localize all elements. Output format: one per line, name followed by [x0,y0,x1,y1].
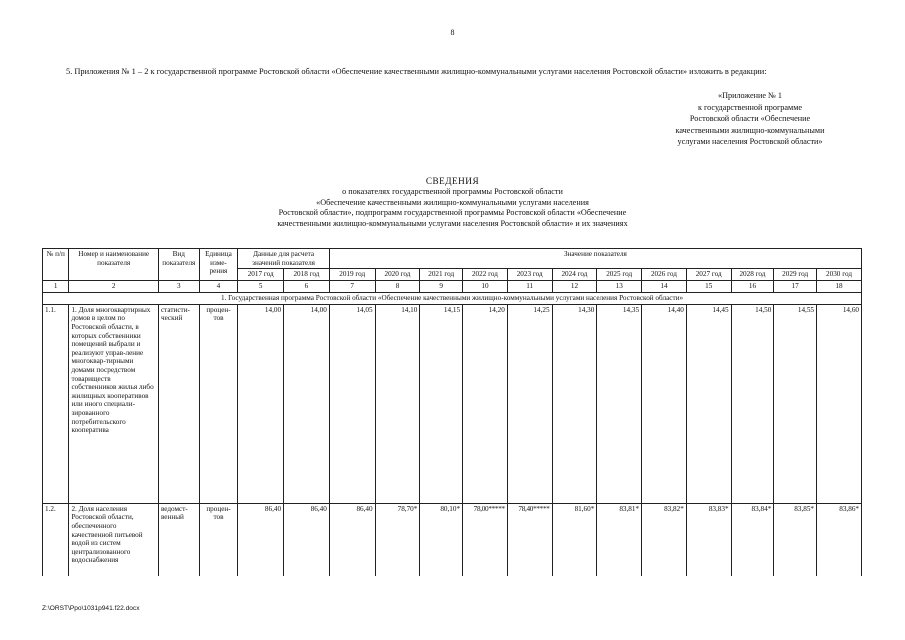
column-number: 5 [238,280,284,292]
header-num: № п/п [43,249,69,281]
row-value: 14,00 [238,304,284,503]
intro-paragraph-text: 5. Приложения № 1 – 2 к государственной программе Ростовской области «Обеспечение качественными жилищно-коммунальными услугами населения Ростовской области» изложить в редакции: [66,67,767,76]
row-num: 1.1. [43,304,69,503]
row-value: 78,40***** [507,503,552,576]
header-values: Значение показателя [329,249,861,269]
annex-line: «Приложение № 1 [717,91,783,100]
header-unit: Единица изме-рения [199,249,238,281]
row-value: 14,60 [817,304,862,503]
year-header: 2029 год [774,269,817,281]
row-value: 83,85* [774,503,817,576]
row-type: статисти-ческий [158,304,199,503]
column-number: 8 [375,280,420,292]
column-number: 6 [284,280,330,292]
row-unit: процен-тов [199,503,238,576]
year-header: 2028 год [731,269,774,281]
file-path-footer: Z:\ORST\Ppo\1031p941.f22.docx [42,605,140,612]
row-value: 14,25 [507,304,552,503]
year-header: 2024 год [552,269,597,281]
row-value: 83,84* [731,503,774,576]
year-header: 2023 год [507,269,552,281]
row-value: 78,70* [375,503,420,576]
row-value: 86,40 [238,503,284,576]
column-number: 2 [69,280,159,292]
row-value: 14,55 [774,304,817,503]
table-row [43,304,862,503]
intro-paragraph [42,66,862,77]
annex-line: к государственной программе [697,102,803,112]
column-number: 16 [731,280,774,292]
row-value: 83,86* [817,503,862,576]
row-value: 14,45 [686,304,731,503]
column-number: 15 [686,280,731,292]
section-row [43,292,862,304]
row-value: 14,00 [284,304,330,503]
table-row [43,503,862,576]
row-value: 14,20 [463,304,508,503]
row-value: 14,15 [420,304,463,503]
header-base: Данные для расчета значений показателя [238,249,330,269]
header-name: Номер и наименование показателя [69,249,159,281]
row-num: 1.2. [43,503,69,576]
row-unit: процен-тов [199,304,238,503]
heading-line: Ростовской области», подпрограмм государственной программы Ростовской области «Обеспечение [278,208,627,218]
annex-line: услугами населения Ростовской области» [677,137,823,147]
column-number: 13 [597,280,642,292]
heading-line: «Обеспечение качественными жилищно-коммунальными услугами населения [316,197,589,207]
column-number-row [43,280,862,292]
column-number: 9 [420,280,463,292]
annex-line: качественными жилищно-коммунальными [675,125,825,135]
header-type: Вид показателя [158,249,199,281]
year-header: 2026 год [642,269,687,281]
annex-line: Ростовской области «Обеспечение [689,114,811,124]
heading-title: СВЕДЕНИЯ [425,176,480,186]
year-header: 2018 год [284,269,330,281]
row-value: 14,05 [329,304,375,503]
row-value: 83,81* [597,503,642,576]
row-value: 86,40 [329,503,375,576]
column-number: 3 [158,280,199,292]
column-number: 4 [199,280,238,292]
year-header: 2019 год [329,269,375,281]
row-value: 86,40 [284,503,330,576]
year-header: 2021 год [420,269,463,281]
row-value: 81,60* [552,503,597,576]
row-value: 14,40 [642,304,687,503]
column-number: 11 [507,280,552,292]
heading-line: о показателях государственной программы Ростовской области [342,186,563,196]
year-header: 2022 год [463,269,508,281]
row-name: 2. Доля населения Ростовской области, обеспеченного качественной питьевой водой из систем централизованного водоснабжения [69,503,159,576]
column-number: 18 [817,280,862,292]
row-value: 14,35 [597,304,642,503]
document-heading [0,176,905,230]
column-number: 14 [642,280,687,292]
row-value: 14,50 [731,304,774,503]
year-header: 2020 год [375,269,420,281]
row-value: 80,10* [420,503,463,576]
column-number: 1 [43,280,69,292]
year-header: 2025 год [597,269,642,281]
year-header: 2017 год [238,269,284,281]
annex-caption [640,90,860,148]
year-header: 2030 год [817,269,862,281]
section-title: 1. Государственная программа Ростовской области «Обеспечение качественными жилищно-коммунальными услугами населения Ростовской области» [43,292,862,304]
row-value: 83,83* [686,503,731,576]
page-number: 8 [450,28,455,37]
header-row [43,249,862,269]
column-number: 7 [329,280,375,292]
column-number: 10 [463,280,508,292]
row-value: 14,10 [375,304,420,503]
column-number: 12 [552,280,597,292]
row-value: 83,82* [642,503,687,576]
year-header: 2027 год [686,269,731,281]
row-value: 78,00***** [463,503,508,576]
row-name: 1. Доля многоквартирных домов в целом по Ростовской области, в которых собственники помещений выбрали и реализуют управ-ление многоквар-тирными домами посредством товариществ собственников жилья либо жилищных кооперативов или иного специали-зированного потребительского кооператива [69,304,159,503]
column-number: 17 [774,280,817,292]
heading-line: качественными жилищно-коммунальными услугами населения Ростовской области» и их значениях [277,219,628,229]
row-type: ведомст-венный [158,503,199,576]
indicators-table [42,248,862,576]
row-value: 14,30 [552,304,597,503]
